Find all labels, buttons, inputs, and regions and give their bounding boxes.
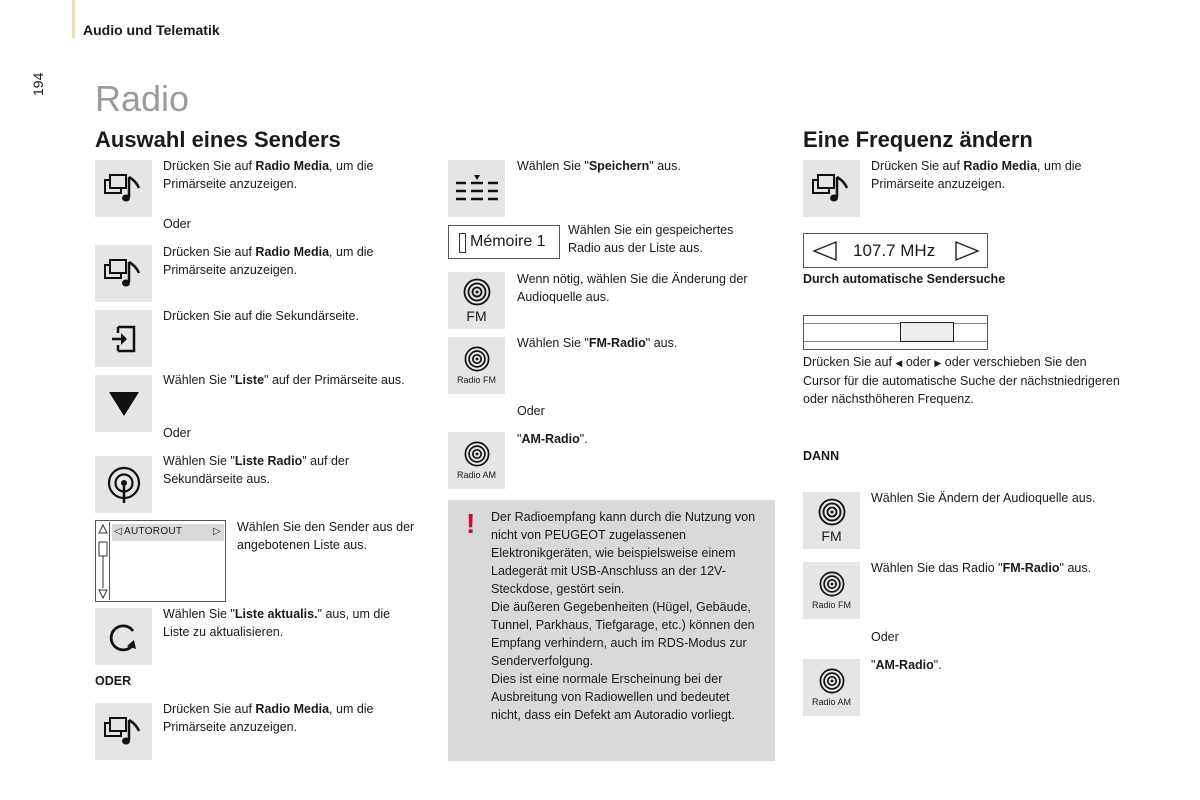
radio-list-icon: [95, 456, 152, 513]
radio-fm-label: Radio FM: [456, 375, 496, 385]
radio-am-icon: [448, 432, 505, 489]
memory-preset-button[interactable]: [448, 225, 560, 259]
middle-step5-text: "AM-Radio".: [517, 432, 588, 446]
page-number: 194: [30, 72, 46, 96]
frequency-display: [803, 233, 988, 268]
middle-oder: Oder: [517, 404, 545, 418]
oder-caps: ODER: [95, 674, 132, 688]
radio-media-icon: [803, 160, 860, 217]
radio-waves-icon: [464, 441, 490, 467]
left-step6-text: Wählen Sie den Sender aus der angebotenen Liste aus.: [237, 520, 415, 552]
right-step1-text: Drücken Sie auf Radio Media, um die Primärseite anzuzeigen.: [871, 159, 1082, 191]
tuning-slider[interactable]: [803, 315, 988, 350]
slider-cursor[interactable]: [900, 322, 954, 342]
radio-am-label: Radio AM: [811, 697, 852, 707]
middle-step1-text: Wählen Sie "Speichern" aus.: [517, 159, 681, 173]
fm-source-icon: [803, 492, 860, 549]
section-marker: [72, 0, 75, 38]
memory-label: Mémoire 1: [470, 233, 546, 250]
play-arrow-icon: ▷: [213, 526, 221, 537]
radio-fm-icon: [803, 562, 860, 619]
slider-line-top: [804, 323, 987, 324]
list-row-label: AUTOROUT: [124, 526, 183, 537]
frequency-up-icon[interactable]: [954, 240, 980, 262]
slider-line-bottom: [804, 341, 987, 342]
frequency-value: 107.7 MHz: [853, 241, 936, 260]
station-list-widget: [95, 520, 226, 602]
right-heading: Eine Frequenz ändern: [803, 127, 1033, 152]
radio-fm-icon: [448, 337, 505, 394]
left-step7-text: Wählen Sie "Liste aktualis." aus, um die Liste zu aktualisieren.: [163, 607, 391, 639]
left-step2-text: Drücken Sie auf Radio Media, um die Primärseite anzuzeigen.: [163, 245, 374, 277]
secondary-page-icon: [95, 310, 152, 367]
middle-step4-text: Wählen Sie "FM-Radio" aus.: [517, 336, 678, 350]
right-step2-text: Drücken Sie auf ◀ oder ▶ oder verschieben Sie den Cursor für die automatische Suche der nächstniedrigeren oder nächsthöheren Frequenz.: [803, 355, 1120, 406]
refresh-icon: [95, 608, 152, 665]
radio-waves-icon: [463, 278, 491, 306]
right-step4-text: Wählen Sie das Radio "FM-Radio" aus.: [871, 561, 1092, 575]
speaker-icon: ◁: [114, 526, 122, 537]
left-arrow-icon: ◀: [895, 358, 903, 368]
radio-waves-icon: [464, 346, 490, 372]
memory-slot-icon: [459, 233, 466, 253]
left-step1-text: Drücken Sie auf Radio Media, um die Primärseite anzuzeigen.: [163, 159, 374, 191]
dann-label: DANN: [803, 449, 840, 463]
fm-label: FM: [821, 527, 842, 544]
radio-am-icon: [803, 659, 860, 716]
radio-fm-label: Radio FM: [811, 600, 851, 610]
left-oder2: Oder: [163, 426, 191, 440]
radio-media-icon: [95, 703, 152, 760]
right-oder: Oder: [871, 630, 899, 644]
save-preset-icon: [448, 160, 505, 217]
warning-icon: !: [466, 508, 476, 539]
radio-waves-icon: [819, 668, 845, 694]
right-arrow-icon: ▶: [934, 358, 942, 368]
left-step5-text: Wählen Sie "Liste Radio" auf der Sekundärseite aus.: [163, 454, 350, 486]
list-scrollbar: [97, 522, 110, 600]
page-title: Radio: [95, 78, 190, 119]
right-step5-text: "AM-Radio".: [871, 658, 942, 672]
middle-step3-text: Wenn nötig, wählen Sie die Änderung der Audioquelle aus.: [517, 272, 748, 304]
section-header: Audio und Telematik: [83, 22, 220, 38]
left-step3-text: Drücken Sie auf die Sekundärseite.: [163, 309, 359, 323]
radio-waves-icon: [819, 571, 845, 597]
left-oder1: Oder: [163, 217, 191, 231]
fm-source-icon: [448, 272, 505, 329]
radio-waves-icon: [818, 498, 846, 526]
frequency-down-icon[interactable]: [812, 240, 838, 262]
radio-media-icon: [95, 245, 152, 302]
list-row-selected[interactable]: [112, 524, 224, 541]
warning-box: [448, 500, 775, 761]
auto-search-label: Durch automatische Sendersuche: [803, 272, 1006, 286]
left-heading: Auswahl eines Senders: [95, 127, 341, 152]
middle-step2-text: Wählen Sie ein gespeichertes Radio aus der Liste aus.: [568, 223, 734, 255]
radio-media-icon: [95, 160, 152, 217]
fm-label: FM: [466, 307, 487, 324]
list-triangle-icon: [95, 375, 152, 432]
left-step8-text: Drücken Sie auf Radio Media, um die Primärseite anzuzeigen.: [163, 702, 374, 734]
radio-am-label: Radio AM: [456, 470, 497, 480]
warning-text: Der Radioempfang kann durch die Nutzung von nicht von PEUGEOT zugelassenen Elektronikgeräten, wie beispielsweise einem Ladegerät mit USB-Anschluss an der 12V-Steckdose, gestört sein. Die äußeren Gegebenheiten (Hügel, Gebäude, Tunnel, Parkhaus, Tiefgarage, etc.) können den Empfang verhindern, auch im RDS-Modus zur Senderverfolgung. Dies ist eine normale Erscheinung bei der Ausbreitung von Radiowellen und bedeutet nicht, dass ein Defekt am Autoradio vorliegt.: [491, 510, 756, 722]
right-step3-text: Wählen Sie Ändern der Audioquelle aus.: [871, 491, 1096, 505]
left-step4-text: Wählen Sie "Liste" auf der Primärseite aus.: [163, 373, 405, 387]
